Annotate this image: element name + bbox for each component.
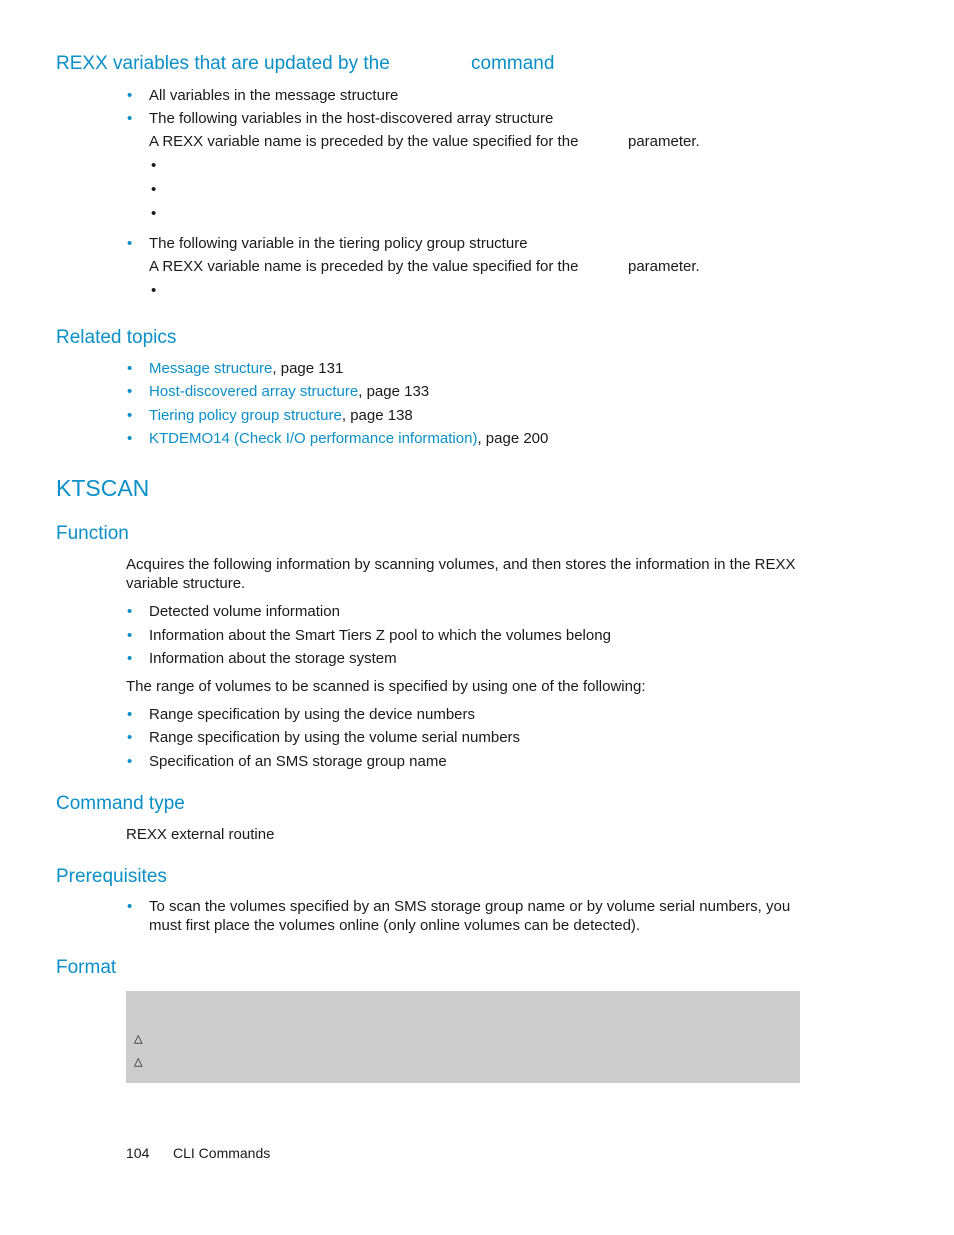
sub-bullet-icon: • [151,205,157,222]
rexx-heading-part1: REXX variables that are updated by the [56,53,390,74]
bullet-icon: • [127,430,133,447]
page-ref: , page 200 [477,430,549,447]
bullet-icon: • [127,235,133,252]
prefix-note-start: A REXX variable name is preceded by the value specified for the [149,133,579,150]
related-link-ktdemo14[interactable]: KTDEMO14 (Check I/O performance information) [149,430,478,447]
page-ref: , page 131 [272,360,344,377]
prerequisites-heading: Prerequisites [56,866,167,887]
list-item: Information about the Smart Tiers Z pool to which the volumes belong [149,627,611,644]
ktscan-title: KTSCAN [56,475,150,501]
space-triangle-icon: △ [134,1055,143,1068]
bullet-icon: • [127,603,133,620]
prefix-note-start: A REXX variable name is preceded by the value specified for the [149,258,579,275]
function-intro-line2: variable structure. [126,575,246,592]
bullet-icon: • [127,706,133,723]
list-item: The following variables in the host-discovered array structure [149,110,554,127]
bullet-icon: • [127,383,133,400]
related-link-tiering-policy-group[interactable]: Tiering policy group structure [149,407,342,424]
sub-bullet-icon: • [151,157,157,174]
list-item [149,407,413,424]
bullet-icon: • [127,627,133,644]
bullet-icon: • [127,650,133,667]
bullet-icon: • [127,729,133,746]
function-heading: Function [56,523,129,544]
list-item: Range specification by using the volume serial numbers [149,729,521,746]
list-item [149,360,343,377]
rexx-heading-part2: command [471,53,555,74]
footer-chapter: CLI Commands [173,1145,271,1161]
command-type-text: REXX external routine [126,826,275,843]
prefix-note-end: parameter. [628,133,700,150]
page-ref: , page 133 [358,383,430,400]
list-item [149,383,429,400]
function-intro-line1: Acquires the following information by scanning volumes, and then stores the information in the REXX [126,556,796,573]
range-text: The range of volumes to be scanned is specified by using one of the following: [126,678,646,695]
list-item: Range specification by using the device numbers [149,706,476,723]
page-ref: , page 138 [341,407,413,424]
sub-bullet-icon: • [151,282,157,299]
related-link-host-discovered-array[interactable]: Host-discovered array structure [149,383,359,400]
list-item: All variables in the message structure [149,87,399,104]
bullet-icon: • [127,898,133,915]
bullet-icon: • [127,87,133,104]
list-item: Detected volume information [149,603,340,620]
bullet-icon: • [127,753,133,770]
prefix-note-end: parameter. [628,258,700,275]
bullet-icon: • [127,360,133,377]
space-triangle-icon: △ [134,1032,143,1045]
list-item: Specification of an SMS storage group name [149,753,447,770]
list-item: The following variable in the tiering policy group structure [149,235,528,252]
prerequisite-line1: To scan the volumes specified by an SMS storage group name or by volume serial numbers, you [149,898,791,915]
related-topics-heading: Related topics [56,327,177,348]
footer-page-number: 104 [126,1145,150,1161]
format-heading: Format [56,957,117,978]
list-item: Information about the storage system [149,650,397,667]
command-type-heading: Command type [56,793,185,814]
sub-bullet-icon: • [151,181,157,198]
related-link-message-structure[interactable]: Message structure [149,360,273,377]
prerequisite-line2: must first place the volumes online (only online volumes can be detected). [149,917,641,934]
bullet-icon: • [127,407,133,424]
list-item [149,430,548,447]
format-code-box [126,991,800,1083]
bullet-icon: • [127,110,133,127]
